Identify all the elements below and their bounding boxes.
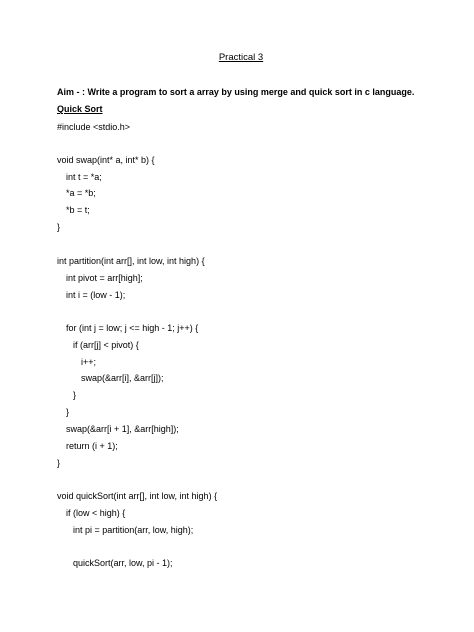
code-line: if (low < high) {	[66, 508, 126, 518]
code-line: }	[73, 390, 77, 400]
code-line: i++;	[81, 357, 97, 367]
code-line: return (i + 1);	[66, 441, 118, 451]
aim-statement: Aim - : Write a program to sort a array by using merge and quick sort in c language.	[57, 87, 415, 97]
code-line: swap(&arr[i + 1], &arr[high]);	[66, 424, 179, 434]
code-line-include: #include <stdio.h>	[57, 122, 131, 132]
document-title	[0, 52, 474, 63]
code-line: for (int j = low; j <= high - 1; j++) {	[66, 323, 199, 333]
code-line: quickSort(arr, low, pi - 1);	[73, 558, 173, 568]
code-line: int t = *a;	[66, 172, 102, 182]
code-line: swap(&arr[i], &arr[j]);	[81, 373, 164, 383]
code-line: }	[66, 407, 70, 417]
code-line-swap-signature: void swap(int* a, int* b) {	[57, 155, 155, 165]
code-line-partition-signature: int partition(int arr[], int low, int high) {	[57, 256, 205, 266]
code-line-quicksort-signature: void quickSort(int arr[], int low, int high) {	[57, 491, 218, 501]
code-line: *a = *b;	[66, 188, 96, 198]
code-line: }	[57, 458, 61, 468]
code-line: int pi = partition(arr, low, high);	[73, 525, 194, 535]
code-line: *b = t;	[66, 205, 90, 215]
code-line: }	[57, 222, 61, 232]
section-heading-quick-sort: Quick Sort	[57, 104, 103, 114]
code-line: if (arr[j] < pivot) {	[73, 340, 139, 350]
code-line: int pivot = arr[high];	[66, 273, 143, 283]
code-line: int i = (low - 1);	[66, 290, 126, 300]
title-text: Practical 3	[218, 52, 264, 63]
